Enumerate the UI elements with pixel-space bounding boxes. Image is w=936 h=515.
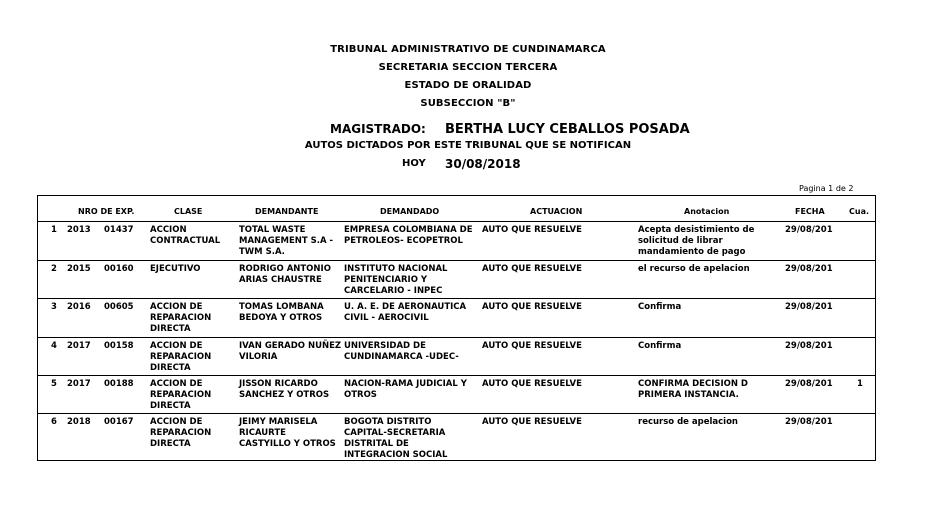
col-demandado-header: DEMANDADO (380, 207, 440, 216)
demandante-cell: TOMAS LOMBANA BEDOYA Y OTROS (239, 302, 324, 323)
anotacion-cell: el recurso de apelacion (638, 264, 750, 274)
demandado-cell: INSTITUTO NACIONAL PENITENCIARIO Y CARCELARIO - INPEC (344, 264, 448, 296)
exp-year: 2013 (67, 225, 91, 235)
clase-cell: ACCION DE REPARACION DIRECTA (150, 417, 212, 449)
exp-year: 2018 (67, 417, 91, 427)
demandante-cell: IVAN GERADO NUÑEZ VILORIA (239, 341, 342, 362)
row-index: 6 (51, 417, 57, 427)
demandado-cell: EMPRESA COLOMBIANA DE PETROLEOS- ECOPETROL (344, 225, 473, 246)
notifications-table (37, 195, 876, 461)
exp-number: 00160 (104, 264, 134, 274)
demandado-cell: UNIVERSIDAD DE CUNDINAMARCA -UDEC- (344, 341, 459, 362)
fecha-cell: 29/08/201 (785, 264, 833, 274)
anotacion-cell: recurso de apelacion (638, 417, 738, 427)
table-row (38, 376, 875, 414)
actuacion-cell: AUTO QUE RESUELVE (482, 302, 582, 312)
table-row (38, 299, 875, 338)
row-index: 1 (51, 225, 57, 235)
col-cua-header: Cua. (849, 207, 870, 216)
fecha-cell: 29/08/201 (785, 379, 833, 389)
anotacion-cell: Confirma (638, 302, 682, 312)
demandante-cell: RODRIGO ANTONIO ARIAS CHAUSTRE (239, 264, 331, 285)
anotacion-cell: CONFIRMA DECISION D PRIMERA INSTANCIA. (638, 379, 748, 400)
actuacion-cell: AUTO QUE RESUELVE (482, 225, 582, 235)
court-title: TRIBUNAL ADMINISTRATIVO DE CUNDINAMARCA (330, 44, 606, 55)
actuacion-cell: AUTO QUE RESUELVE (482, 417, 582, 427)
estado-title: ESTADO DE ORALIDAD (404, 80, 532, 91)
demandante-cell: JISSON RICARDO SANCHEZ Y OTROS (239, 379, 330, 400)
exp-year: 2015 (67, 264, 91, 274)
autos-subtitle: AUTOS DICTADOS POR ESTE TRIBUNAL QUE SE NOTIFICAN (304, 140, 632, 151)
fecha-cell: 29/08/201 (785, 341, 833, 351)
row-index: 3 (51, 302, 57, 312)
exp-number: 01437 (104, 225, 134, 235)
demandante-cell: TOTAL WASTE MANAGEMENT S.A - TWM S.A. (239, 225, 334, 257)
row-index: 2 (51, 264, 57, 274)
exp-number: 00605 (104, 302, 134, 312)
magistrado-name: BERTHA LUCY CEBALLOS POSADA (445, 122, 690, 137)
page-number: Pagina 1 de 2 (799, 184, 854, 193)
clase-cell: EJECUTIVO (150, 264, 201, 274)
col-demandante-header: DEMANDANTE (255, 207, 319, 216)
cua-cell: 1 (857, 379, 863, 389)
table-row (38, 414, 875, 460)
fecha-cell: 29/08/201 (785, 225, 833, 235)
exp-year: 2017 (67, 341, 91, 351)
hoy-label: HOY (402, 158, 426, 169)
exp-year: 2016 (67, 302, 91, 312)
exp-number: 00167 (104, 417, 134, 427)
row-index: 4 (51, 341, 57, 351)
secretaria-title: SECRETARIA SECCION TERCERA (378, 62, 558, 73)
table-row (38, 222, 875, 261)
exp-number: 00188 (104, 379, 134, 389)
actuacion-cell: AUTO QUE RESUELVE (482, 264, 582, 274)
table-row (38, 338, 875, 376)
magistrado-label: MAGISTRADO: (330, 122, 426, 136)
actuacion-cell: AUTO QUE RESUELVE (482, 341, 582, 351)
hoy-date: 30/08/2018 (445, 157, 521, 171)
col-actuacion-header: ACTUACION (530, 207, 583, 216)
row-index: 5 (51, 379, 57, 389)
demandado-cell: NACION-RAMA JUDICIAL Y OTROS (344, 379, 467, 400)
fecha-cell: 29/08/201 (785, 417, 833, 427)
clase-cell: ACCION CONTRACTUAL (150, 225, 221, 246)
demandado-cell: U. A. E. DE AERONAUTICA CIVIL - AEROCIVIL (344, 302, 467, 323)
clase-cell: ACCION DE REPARACION DIRECTA (150, 379, 212, 411)
table-row (38, 261, 875, 299)
col-fecha-header: FECHA (795, 207, 825, 216)
table-header (38, 196, 875, 222)
col-nro-header: NRO DE EXP. (78, 207, 135, 216)
anotacion-cell: Confirma (638, 341, 682, 351)
demandante-cell: JEIMY MARISELA RICAURTE CASTYILLO Y OTROS (239, 417, 336, 449)
demandado-cell: BOGOTA DISTRITO CAPITAL-SECRETARIA DISTRITAL DE INTEGRACION SOCIAL (344, 417, 448, 460)
anotacion-cell: Acepta desistimiento de solicitud de librar mandamiento de pago (638, 225, 755, 257)
col-clase-header: CLASE (174, 207, 203, 216)
actuacion-cell: AUTO QUE RESUELVE (482, 379, 582, 389)
clase-cell: ACCION DE REPARACION DIRECTA (150, 341, 212, 373)
clase-cell: ACCION DE REPARACION DIRECTA (150, 302, 212, 334)
col-anotacion-header: Anotacion (684, 207, 730, 216)
fecha-cell: 29/08/201 (785, 302, 833, 312)
subseccion-title: SUBSECCION "B" (420, 98, 516, 109)
exp-year: 2017 (67, 379, 91, 389)
exp-number: 00158 (104, 341, 134, 351)
